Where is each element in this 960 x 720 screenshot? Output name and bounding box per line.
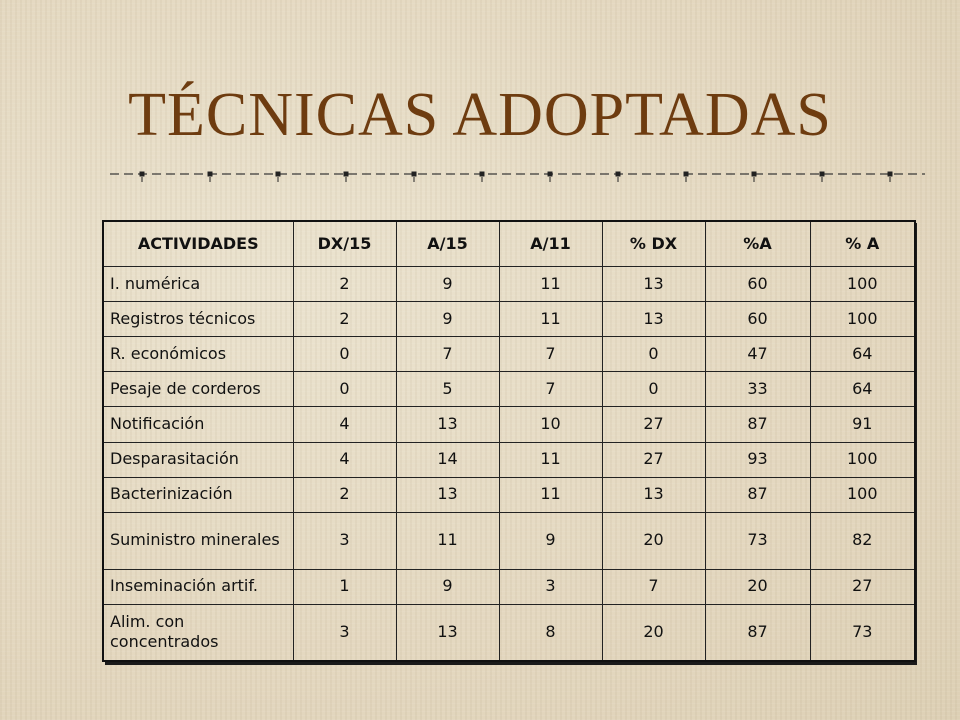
cell-value: 82	[810, 512, 915, 569]
cell-value: 33	[705, 372, 810, 407]
slide-title: TÉCNICAS ADOPTADAS	[128, 81, 832, 149]
divider-marker	[684, 172, 689, 177]
cell-activity: Inseminación artif.	[103, 569, 293, 604]
divider-marker	[616, 172, 621, 177]
cell-value: 73	[810, 604, 915, 661]
cell-value: 13	[396, 604, 499, 661]
table-row	[103, 477, 915, 512]
cell-value: 13	[396, 477, 499, 512]
cell-value: 11	[499, 442, 602, 477]
cell-value: 9	[499, 512, 602, 569]
cell-value: 9	[396, 267, 499, 302]
table-row	[103, 372, 915, 407]
cell-value: 1	[293, 569, 396, 604]
table-row	[103, 569, 915, 604]
cell-value: 27	[810, 569, 915, 604]
cell-value: 20	[705, 569, 810, 604]
cell-activity: Bacterinización	[103, 477, 293, 512]
cell-value: 0	[293, 337, 396, 372]
header-pct-a: %A	[705, 221, 810, 267]
cell-value: 27	[602, 407, 705, 442]
cell-value: 64	[810, 337, 915, 372]
cell-value: 13	[602, 302, 705, 337]
table-row	[103, 407, 915, 442]
divider-marker	[344, 172, 349, 177]
header-a15: A/15	[396, 221, 499, 267]
cell-value: 11	[499, 267, 602, 302]
cell-value: 5	[396, 372, 499, 407]
cell-value: 9	[396, 302, 499, 337]
cell-value: 4	[293, 442, 396, 477]
cell-value: 20	[602, 512, 705, 569]
cell-activity: Desparasitación	[103, 442, 293, 477]
cell-value: 3	[293, 512, 396, 569]
cell-value: 3	[293, 604, 396, 661]
cell-value: 0	[293, 372, 396, 407]
decorative-divider	[110, 164, 925, 184]
cell-value: 87	[705, 477, 810, 512]
cell-value: 87	[705, 604, 810, 661]
cell-value: 4	[293, 407, 396, 442]
cell-value: 100	[810, 302, 915, 337]
cell-value: 27	[602, 442, 705, 477]
cell-value: 11	[499, 477, 602, 512]
table-row	[103, 442, 915, 477]
divider-marker	[276, 172, 281, 177]
cell-value: 0	[602, 337, 705, 372]
table-row	[103, 337, 915, 372]
cell-value: 93	[705, 442, 810, 477]
cell-activity: Pesaje de corderos	[103, 372, 293, 407]
cell-value: 64	[810, 372, 915, 407]
cell-value: 100	[810, 442, 915, 477]
cell-activity: R. económicos	[103, 337, 293, 372]
table-header-row	[103, 221, 915, 267]
cell-value: 7	[396, 337, 499, 372]
cell-value: 100	[810, 267, 915, 302]
cell-value: 2	[293, 477, 396, 512]
cell-activity: Registros técnicos	[103, 302, 293, 337]
cell-activity: Alim. con concentrados	[103, 604, 293, 661]
divider-marker	[208, 172, 213, 177]
cell-value: 2	[293, 267, 396, 302]
cell-value: 91	[810, 407, 915, 442]
cell-value: 8	[499, 604, 602, 661]
cell-value: 9	[396, 569, 499, 604]
divider-marker	[888, 172, 893, 177]
cell-value: 7	[499, 372, 602, 407]
cell-value: 73	[705, 512, 810, 569]
cell-value: 60	[705, 302, 810, 337]
header-actividades: ACTIVIDADES	[103, 221, 293, 267]
cell-value: 13	[602, 267, 705, 302]
cell-value: 11	[499, 302, 602, 337]
activities-table	[102, 220, 916, 662]
table-row	[103, 267, 915, 302]
table-row	[103, 604, 915, 661]
cell-value: 7	[499, 337, 602, 372]
divider-marker	[820, 172, 825, 177]
divider-marker	[752, 172, 757, 177]
cell-value: 13	[602, 477, 705, 512]
cell-value: 11	[396, 512, 499, 569]
header-pct-a-2: % A	[810, 221, 915, 267]
table-row	[103, 302, 915, 337]
cell-value: 47	[705, 337, 810, 372]
cell-value: 100	[810, 477, 915, 512]
cell-activity: I. numérica	[103, 267, 293, 302]
header-a11: A/11	[499, 221, 602, 267]
divider-marker	[480, 172, 485, 177]
cell-value: 87	[705, 407, 810, 442]
table-row	[103, 512, 915, 569]
cell-value: 0	[602, 372, 705, 407]
cell-activity: Notificación	[103, 407, 293, 442]
cell-value: 60	[705, 267, 810, 302]
cell-value: 10	[499, 407, 602, 442]
header-dx15: DX/15	[293, 221, 396, 267]
divider-marker	[412, 172, 417, 177]
divider-marker	[548, 172, 553, 177]
cell-value: 20	[602, 604, 705, 661]
divider-marker	[140, 172, 145, 177]
cell-value: 2	[293, 302, 396, 337]
activities-table-container	[102, 220, 914, 662]
cell-value: 7	[602, 569, 705, 604]
header-pct-dx: % DX	[602, 221, 705, 267]
cell-activity: Suministro minerales	[103, 512, 293, 569]
cell-value: 3	[499, 569, 602, 604]
cell-value: 13	[396, 407, 499, 442]
cell-value: 14	[396, 442, 499, 477]
